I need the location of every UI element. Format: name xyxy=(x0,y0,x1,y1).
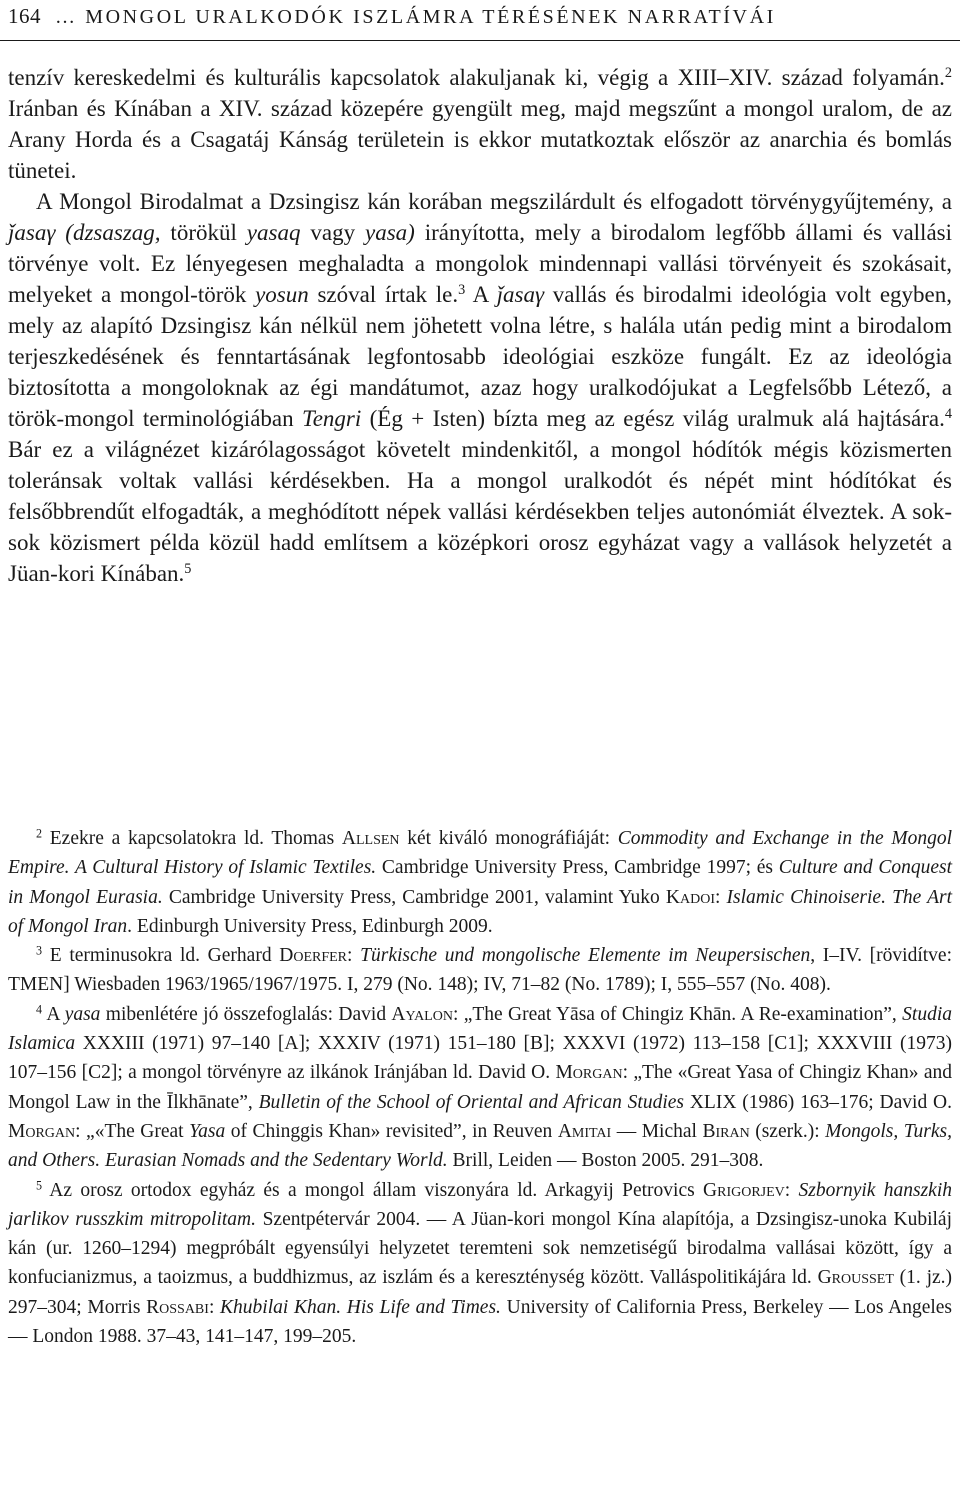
text-run: : „«The Great xyxy=(75,1120,190,1142)
journal-title: Studia Islamica xyxy=(8,1003,952,1055)
text-run: University of California Press, Berkeley — Los Angeles — London 1988. 37–43, 141–147, 199–205. xyxy=(8,1296,953,1348)
author-name: Biran xyxy=(702,1120,750,1142)
text-run: A xyxy=(465,282,497,307)
text-run: — Michal xyxy=(611,1120,703,1142)
footnote-5 xyxy=(8,1176,952,1352)
author-name: Morgan xyxy=(555,1062,623,1084)
italic-term: yasa xyxy=(64,1003,101,1025)
text-run: tenzív kereskedelmi és kulturális kapcsolatok alakuljanak ki, végig a XIII–XIV. század folyamán. xyxy=(8,65,945,90)
text-run: szóval írtak le. xyxy=(308,282,459,307)
text-run: Brill, Leiden — Boston 2005. 291–308. xyxy=(447,1150,764,1172)
text-run: Cambridge University Press, Cambridge 1997; és xyxy=(376,857,779,879)
author-name: Grousset xyxy=(817,1267,894,1289)
text-run: törökül xyxy=(160,220,247,245)
italic-term: Tengri xyxy=(302,406,362,431)
italic-term: yosun xyxy=(255,282,309,307)
page-number: 164 xyxy=(8,4,41,28)
journal-title: Bulletin of the School of Oriental and African Studies xyxy=(258,1091,685,1113)
author-name: Ayalon xyxy=(391,1003,453,1025)
author-name: Kadoi xyxy=(665,886,715,908)
italic-term: yasaq xyxy=(246,220,301,245)
text-run: A Mongol Birodalmat a Dzsingisz kán korában megszilárdult és elfogadott törvénygyűjtemény, a xyxy=(36,189,952,214)
book-title: Culture and Conquest in Mongol Eurasia. xyxy=(8,857,953,908)
italic-term: ǰasaγ (dzsaszag, xyxy=(8,220,161,245)
footnote-number: 4 xyxy=(36,1002,43,1017)
running-header xyxy=(8,4,952,38)
text-run: , I–IV. [rövidítve: TMEN] Wiesbaden 1963/1965/1967/1975. I, 279 (No. 148); IV, 71–82 (No. 1789); I, 555–557 (No. 408). xyxy=(8,945,953,996)
italic-term: ǰasaγ xyxy=(496,282,545,307)
text-run: Ezekre a kapcsolatokra ld. Thomas xyxy=(42,828,342,849)
book-title: Szbornyik hanszkih jarlikov russzkim mitropolitam. xyxy=(8,1179,952,1230)
main-text xyxy=(8,62,952,589)
text-run: : xyxy=(715,886,727,908)
book-title: Türkische und mongolische Elemente im Neupersischen xyxy=(360,945,811,967)
footnote-number: 2 xyxy=(36,826,43,841)
footnote-number: 5 xyxy=(36,1177,43,1192)
footnote-number: 3 xyxy=(36,943,43,958)
text-run: A xyxy=(42,1003,65,1025)
italic-term: Yasa xyxy=(189,1120,226,1142)
author-name: Morgan xyxy=(8,1120,76,1142)
text-run: : „The Great Yāsa of Chingiz Khān. A Re-examination”, xyxy=(452,1003,903,1025)
author-name: Allsen xyxy=(341,828,400,849)
text-run: (szerk.): xyxy=(749,1120,826,1142)
footnotes xyxy=(8,824,952,1351)
text-run: (Ég + Isten) bízta meg az egész világ uralmuk alá hajtására. xyxy=(361,406,945,431)
footnote-ref-5: 5 xyxy=(184,561,192,578)
italic-term: yasa) xyxy=(364,220,415,245)
text-run: (1. jz.) 297–304; Morris xyxy=(8,1267,953,1318)
text-run: vagy xyxy=(300,220,365,245)
author-name: Grigorjev xyxy=(703,1179,785,1201)
text-run: mibenlétére jó összefoglalás: David xyxy=(100,1003,392,1025)
paragraph-1 xyxy=(8,62,952,186)
text-run: Iránban és Kínában a XIV. század közepére gyengült meg, majd megszűnt a mongol uralom, de az Arany Horda és a Csagatáj Kánság területein is ekkor mutatkoztak először az anarchia és bomlás tünetei. xyxy=(8,96,952,183)
text-run: Cambridge University Press, Cambridge 2001, valamint Yuko xyxy=(162,886,666,908)
footnote-3 xyxy=(8,941,952,1000)
text-run: : „The «Great Yasa of Chingiz Khan» and Mongol Law in the Īlkhānate”, xyxy=(8,1062,952,1113)
text-run: . Edinburgh University Press, Edinburgh 2009. xyxy=(127,915,493,937)
footnote-2 xyxy=(8,824,952,941)
text-run: Szentpétervár 2004. — A Jüan-kori mongol Kína alapítója, a Dzsingisz-unoka Kubiláj kán (ur. 1260–1294) megpróbált egyensúlyi helyzetet teremteni sok nemzetiségű birodalma vallásai között, így a konfucianizmus, a taoizmus, a buddhizmus, az iszlám és a kereszténység között. Valláspolitikájára ld. xyxy=(8,1208,953,1289)
footnote-4 xyxy=(8,1000,952,1176)
text-run: Bár ez a világnézet kizárólagosságot követelt mindenkitől, a mongol hódítók mégis közismerten toleránsak voltak vallási kérdésekben. Ha a mongol uralkodót és népét mint hódítókat és felsőbbrendűt elfogadták, a meghódított népek vallási kérdésekben teljes autonómiát élveztek. A sok-sok közismert példa közül hadd említsem a középkori orosz egyházat vagy a vallások helyzetét a Jüan-kori Kínában. xyxy=(8,437,952,586)
text-run: XLIX (1986) 163–176; David O. xyxy=(684,1091,952,1113)
text-run: Az orosz ortodox egyház és a mongol állam viszonyára ld. Arkagyij Petrovics xyxy=(42,1179,704,1201)
text-run: két kiváló monográfiáját: xyxy=(399,828,618,849)
author-name: Rossabi xyxy=(146,1296,209,1318)
running-title: … MONGOL URALKODÓK ISZLÁMRA TÉRÉSÉNEK NARRATÍVÁI xyxy=(55,6,776,28)
book-title: Commodity and Exchange in the Mongol Empire. A Cultural History of Islamic Textiles. xyxy=(8,828,952,879)
text-run: XXXIII (1971) 97–140 [A]; XXXIV (1971) 151–180 [B]; XXXVI (1972) 113–158 [C1]; XXXVIII (1973) 107–156 [C2]; a mongol törvényre az ilkánok Iránjában ld. David O. xyxy=(8,1033,952,1084)
author-name: Doerfer xyxy=(279,945,348,967)
text-run: of Chinggis Khan» revisited”, in Reuven xyxy=(225,1120,558,1142)
text-run: irányította, mely a birodalom legfőbb állami és vallási törvénye volt. Ez lényegesen meghaladta a mongolok mindennapi vallási törvényeit és szokásait, melyeket a mongol-török xyxy=(8,220,952,307)
author-name: Amitai xyxy=(557,1120,612,1142)
text-run: E terminusokra ld. Gerhard xyxy=(42,945,280,967)
book-title: Khubilai Khan. His Life and Times. xyxy=(220,1296,501,1318)
text-run: : xyxy=(784,1179,799,1201)
text-run: vallás és birodalmi ideológia volt egyben, mely az alapító Dzsingisz kán nélkül nem jöhetett volna létre, s halála után pedig mint a birodalom terjeszkedésének és fenntartásának legfontosabb ideológiai eszköze fungált. Ez az ideológia biztosította a mongoloknak az égi mandátumot, azaz hogy uralkodójukat a Legfelsőbb Létező, a török-mongol terminológiában xyxy=(8,282,952,431)
footnote-ref-4: 4 xyxy=(944,406,952,423)
book-title: Islamic Chinoiserie. The Art of Mongol Iran xyxy=(8,886,953,937)
footnote-ref-2: 2 xyxy=(944,65,952,82)
text-run: : xyxy=(208,1296,221,1318)
text-run: : xyxy=(347,945,361,967)
book-title: Mongols, Turks, and Others. Eurasian Nomads and the Sedentary World. xyxy=(8,1120,952,1172)
header-rule xyxy=(0,40,960,41)
paragraph-2 xyxy=(8,186,952,589)
footnote-ref-3: 3 xyxy=(458,282,466,299)
